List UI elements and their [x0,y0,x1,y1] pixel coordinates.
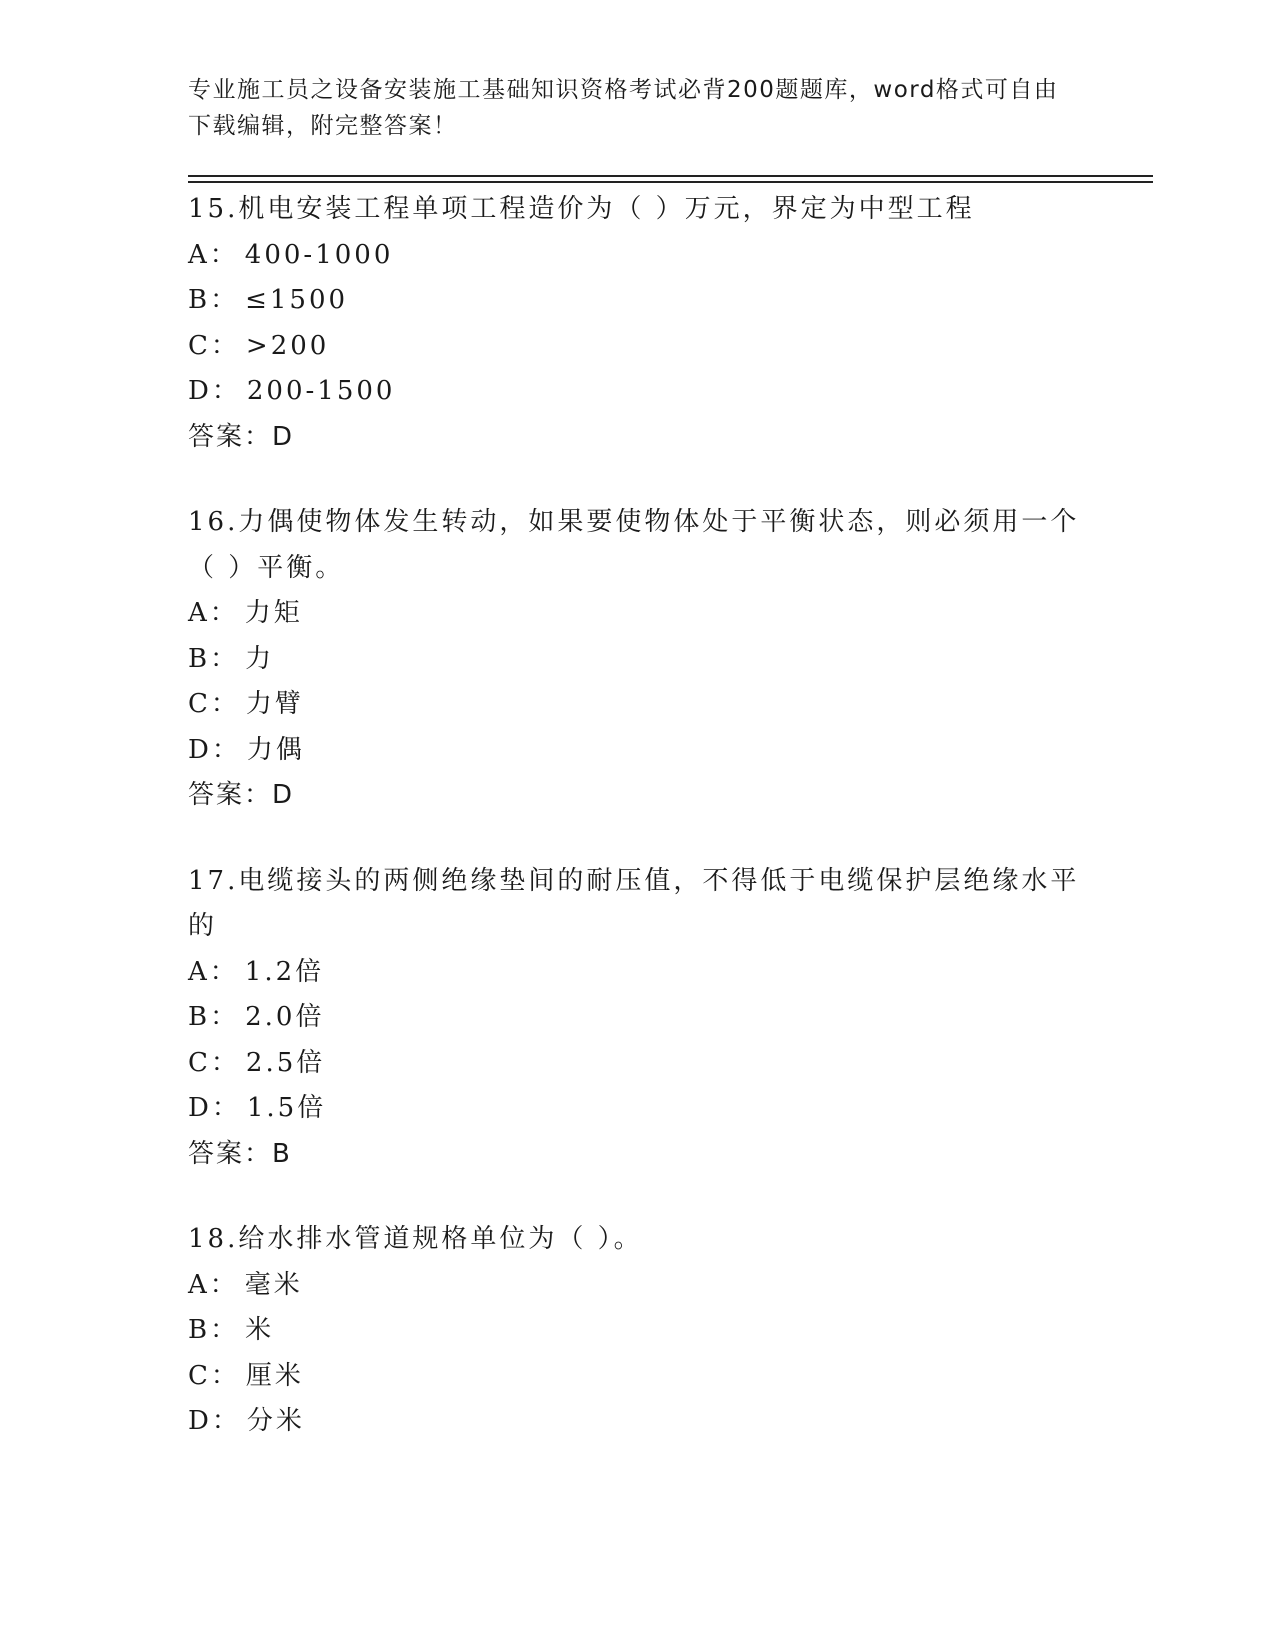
option-text: 毫米 [244,1269,303,1300]
option-text: 2.5倍 [245,1047,326,1078]
question-17 [188,859,1088,1178]
option-d [188,728,1088,774]
option-letter: C： [188,330,240,361]
option-letter: D： [188,734,241,765]
option-text: 厘米 [245,1360,304,1391]
option-letter: C： [188,1360,240,1391]
option-a [188,233,1088,279]
answer-line: 答案：B [188,1138,292,1169]
option-c [188,682,1088,728]
header-divider-bottom [188,181,1153,183]
document-header [188,72,1068,144]
option-letter: A： [188,956,239,987]
option-letter: B： [188,1002,240,1032]
header-line-2: 下载编辑，附完整答案！ [188,113,458,139]
option-a [188,591,1088,637]
question-stem-continued: 的 [188,911,218,941]
option-letter: D： [188,376,241,406]
option-text: ≤1500 [245,285,349,315]
option-text: 力矩 [244,598,303,628]
option-d [188,1086,1088,1132]
option-b [188,1308,1088,1354]
question-list [188,187,1088,1485]
question-stem-continued: （ ）平衡。 [188,552,345,583]
option-text: 1.2倍 [244,956,325,987]
option-text: 米 [245,1315,275,1345]
option-text: >200 [245,330,330,361]
option-letter: A： [188,239,239,270]
option-letter: D： [188,1093,241,1123]
option-text: 2.0倍 [245,1002,325,1032]
option-b [188,278,1088,324]
option-letter: C： [188,689,240,719]
option-letter: B： [188,1315,240,1345]
option-c [188,1354,1088,1400]
option-letter: A： [188,598,239,628]
option-a [188,950,1088,996]
question-16 [188,500,1088,819]
option-d [188,369,1088,415]
answer-line: 答案：D [188,780,295,810]
option-a [188,1263,1088,1309]
option-letter: B： [188,643,240,674]
option-b [188,995,1088,1041]
option-text: 分米 [246,1406,305,1436]
option-letter: C： [188,1047,240,1078]
option-text: 力臂 [245,689,304,719]
header-line-1: 专业施工员之设备安装施工基础知识资格考试必背200题题库，word格式可自由 [188,77,1059,103]
option-text: 力 [245,643,275,674]
option-c [188,324,1088,370]
option-text: 200-1500 [246,376,396,406]
option-c [188,1041,1088,1087]
question-15 [188,187,1088,460]
option-text: 力偶 [246,734,305,765]
option-letter: A： [188,1269,239,1300]
option-d [188,1399,1088,1445]
question-stem: 17.电缆接头的两侧绝缘垫间的耐压值，不得低于电缆保护层绝缘水平 [188,865,1080,896]
option-b [188,637,1088,683]
question-stem: 18.给水排水管道规格单位为（ ）。 [188,1224,643,1254]
header-divider-top [188,175,1153,177]
question-stem: 15.机电安装工程单项工程造价为（ ）万元，界定为中型工程 [188,194,975,224]
option-letter: B： [188,285,240,315]
question-18 [188,1217,1088,1445]
question-stem: 16.力偶使物体发生转动，如果要使物体处于平衡状态，则必须用一个 [188,507,1080,537]
option-letter: D： [188,1406,241,1436]
answer-line: 答案：D [188,421,295,452]
option-text: 1.5倍 [246,1093,327,1123]
option-text: 400-1000 [244,239,394,270]
